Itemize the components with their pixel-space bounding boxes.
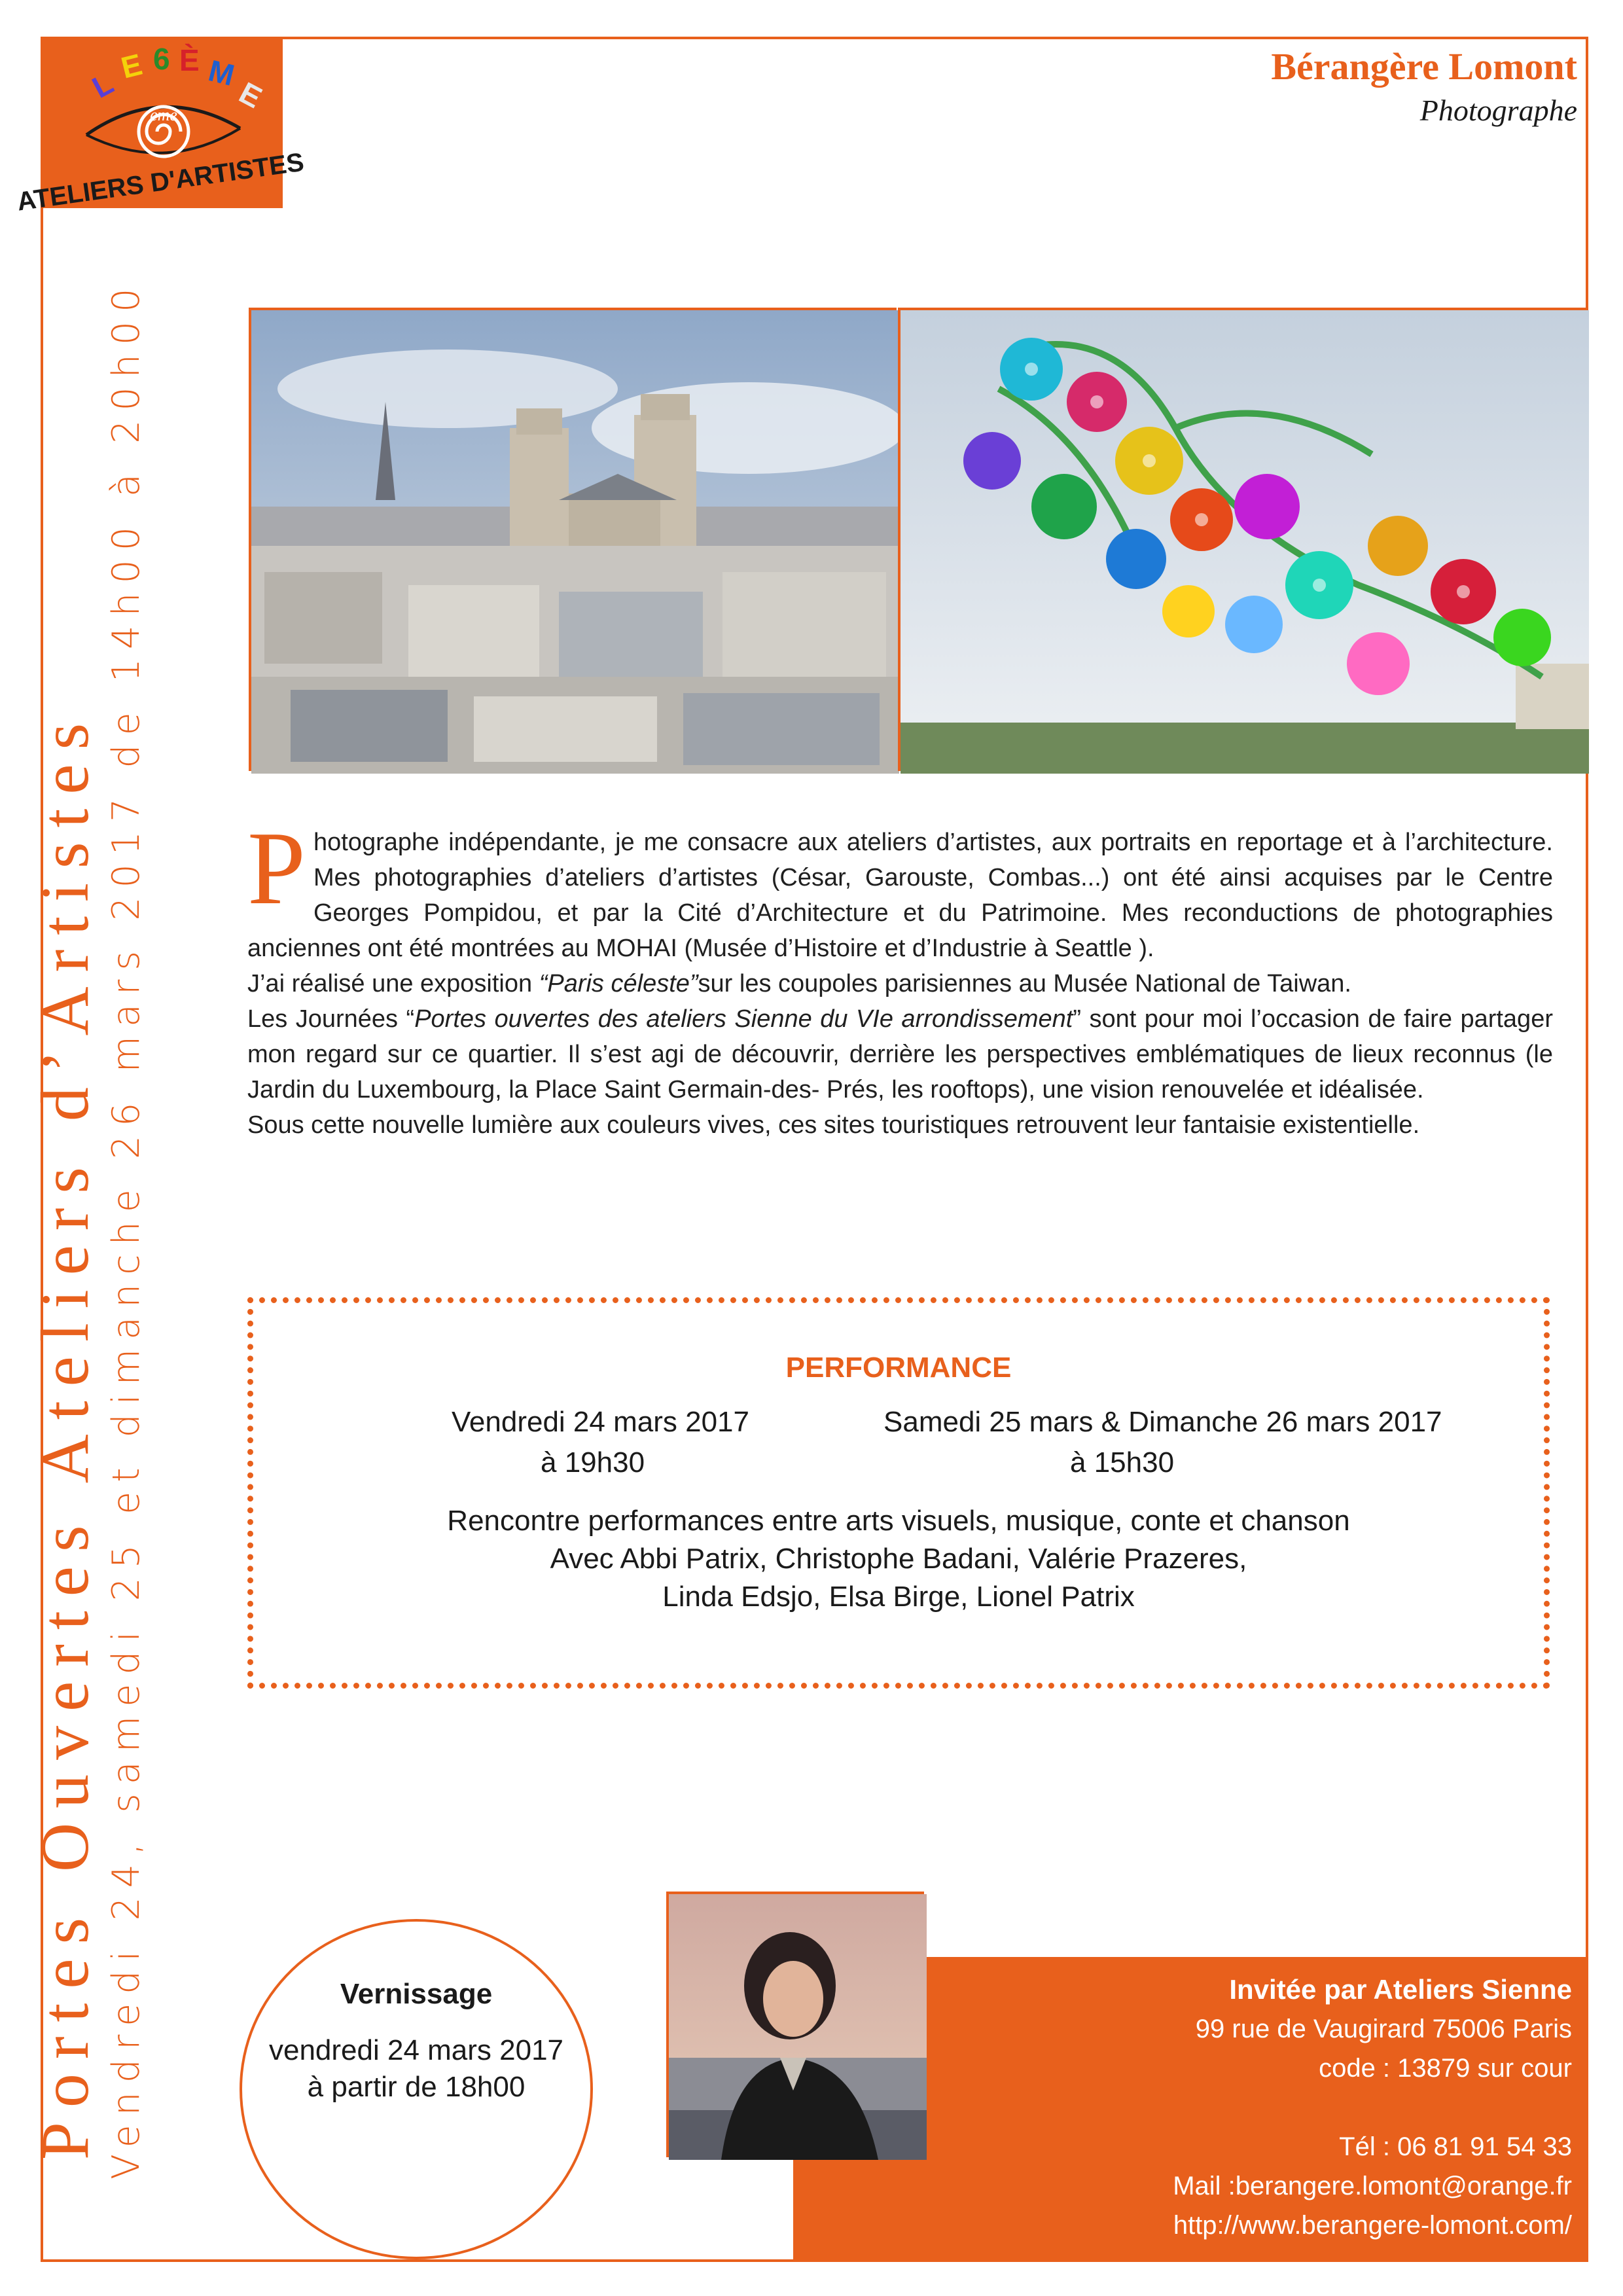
paris-rooftops-photo [249,308,897,771]
windmills-photo [898,308,1586,771]
contact-address: 99 rue de Vaugirard 75006 Paris [1195,2015,1572,2043]
vernissage-date: vendredi 24 mars 2017 à partir de 18h00 [268,2034,564,2103]
performance-day-1: Vendredi 24 mars 2017 [452,1406,749,1438]
author-name: Bérangère Lomont [1271,45,1577,88]
svg-text:E: E [234,75,268,115]
bio-paragraph-3: Les Journées “Portes ouvertes des ateliers Sienne du VIe arrondissement” sont pour moi l’occasion de faire partager mon regard sur ce quartier. Il s’est agi de découvrir, derrière les perspectives emblématiques de lieux reconnus (le Jardin du Luxembourg, la Place Saint Germain-des- Prés, les rooftops), une vision renouvelée et idéalisée. [247,1005,1553,1103]
contact-info [1173,1970,1572,2245]
svg-text:L: L [86,65,119,105]
author-role: Photographe [1419,94,1577,127]
svg-text:È: È [179,43,200,77]
biography-text [247,810,1553,1143]
drop-cap: P [247,810,306,926]
svg-text:ATELIERS D'ARTISTES: ATELIERS D'ARTISTES [15,147,306,217]
contact-code: code : 13879 sur cour [1319,2054,1572,2083]
side-title: Portes Ouvertes Ateliers d’Artistes [27,708,103,2160]
contact-title: Invitée par Ateliers Sienne [1229,1974,1572,2005]
svg-text:E: E [117,46,146,85]
performance-time-1: à 19h30 [541,1446,645,1479]
svg-text:M: M [205,53,238,92]
performance-title: PERFORMANCE [785,1352,1012,1384]
contact-website-link[interactable]: http://www.berangere-lomont.com/ [1173,2211,1572,2240]
portrait-photo [666,1892,924,2157]
svg-text:6: 6 [153,42,170,76]
performance-day-2: Samedi 25 mars & Dimanche 26 mars 2017 [883,1406,1442,1438]
side-dates: Vendredi 24, samedi 25 et dimanche 26 mars 2017 de 14h00 à 20h00 [105,279,148,2179]
performance-time-2: à 15h30 [1070,1446,1175,1479]
contact-phone: Tél : 06 81 91 54 33 [1339,2132,1572,2161]
svg-text:eme: eme [150,105,177,124]
bio-paragraph-2: J’ai réalisé une exposition “Paris céleste”sur les coupoles parisiennes au Musée National de Taiwan. [247,970,1351,997]
contact-email[interactable]: Mail :berangere.lomont@orange.fr [1173,2172,1572,2200]
vernissage-title: Vernissage [340,1978,493,2010]
bio-paragraph-1: hotographe indépendante, je me consacre aux ateliers d’artistes, aux portraits en reportage et à l’architecture. Mes photographies d’ateliers d’artistes (César, Garouste, Combas...) ont été ainsi acquises par le Centre Georges Pompidou, et par la Cité d’Architecture et du Patrimoine. Mes reconductions de photographies anciennes ont été montrées au MOHAI (Musée d’Histoire et d’Industrie à Seattle ). [247,829,1553,962]
ateliers-logo [15,37,306,217]
bio-paragraph-4: Sous cette nouvelle lumière aux couleurs vives, ces sites touristiques retrouvent leur fantaisie existentielle. [247,1111,1420,1139]
performance-description: Rencontre performances entre arts visuels, musique, conte et chanson Avec Abbi Patrix, Christophe Badani, Valérie Prazeres, Linda Edsjo, Elsa Birge, Lionel Patrix [447,1505,1350,1613]
